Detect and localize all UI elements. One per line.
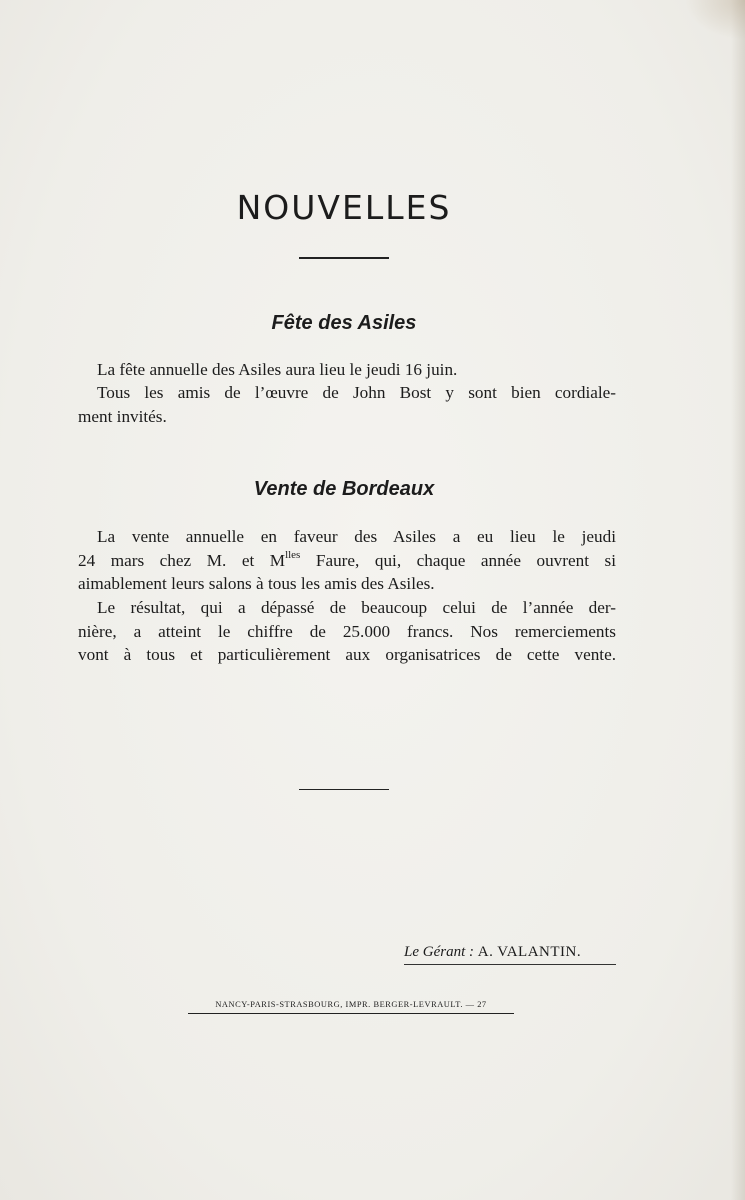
text-line: Le résultat, qui a dépassé de beaucoup celui de l’année der- — [97, 598, 616, 617]
paragraph-vente-result — [78, 596, 616, 667]
text-line: aimablement leurs salons à tous les amis des Asiles. — [78, 574, 435, 593]
paragraph-fete-date — [78, 358, 616, 382]
text-line — [78, 549, 616, 573]
text-segment: 24 mars chez M. et M — [78, 550, 286, 570]
paragraph-fete-invitation — [78, 381, 616, 428]
page-edge-shadow — [731, 0, 745, 1200]
signature-name: A. VALANTIN. — [477, 944, 582, 960]
text-line: vont à tous et particulièrement aux organisatrices de cette vente. — [78, 645, 616, 664]
page-title: NOUVELLES — [236, 188, 452, 227]
closing-divider — [299, 789, 389, 790]
paragraph-vente-event — [78, 525, 616, 596]
text-line: ment invités. — [78, 406, 167, 426]
section-heading-vente: Vente de Bordeaux — [253, 478, 435, 500]
signature-label: Le Gérant : — [404, 944, 474, 960]
text-line: Tous les amis de l’œuvre de John Bost y sont bien cordiale- — [97, 383, 616, 402]
title-divider — [299, 257, 389, 259]
section-heading-fete: Fête des Asiles — [271, 312, 417, 334]
printer-imprint: NANCY-PARIS-STRASBOURG, IMPR. BERGER-LEVRAULT. — 27 — [188, 1000, 514, 1014]
text-segment: Faure, qui, chaque année ouvrent si — [300, 550, 616, 570]
signature-line — [404, 944, 616, 965]
text-line: La vente annuelle en faveur des Asiles a eu lieu le jeudi — [97, 527, 616, 546]
text-line: La fête annuelle des Asiles aura lieu le jeudi 16 juin. — [97, 360, 458, 379]
superscript-abbreviation: lles — [285, 548, 301, 561]
paper-stain — [685, 0, 745, 40]
text-line: nière, a atteint le chiffre de 25.000 francs. Nos remerciements — [78, 621, 616, 641]
